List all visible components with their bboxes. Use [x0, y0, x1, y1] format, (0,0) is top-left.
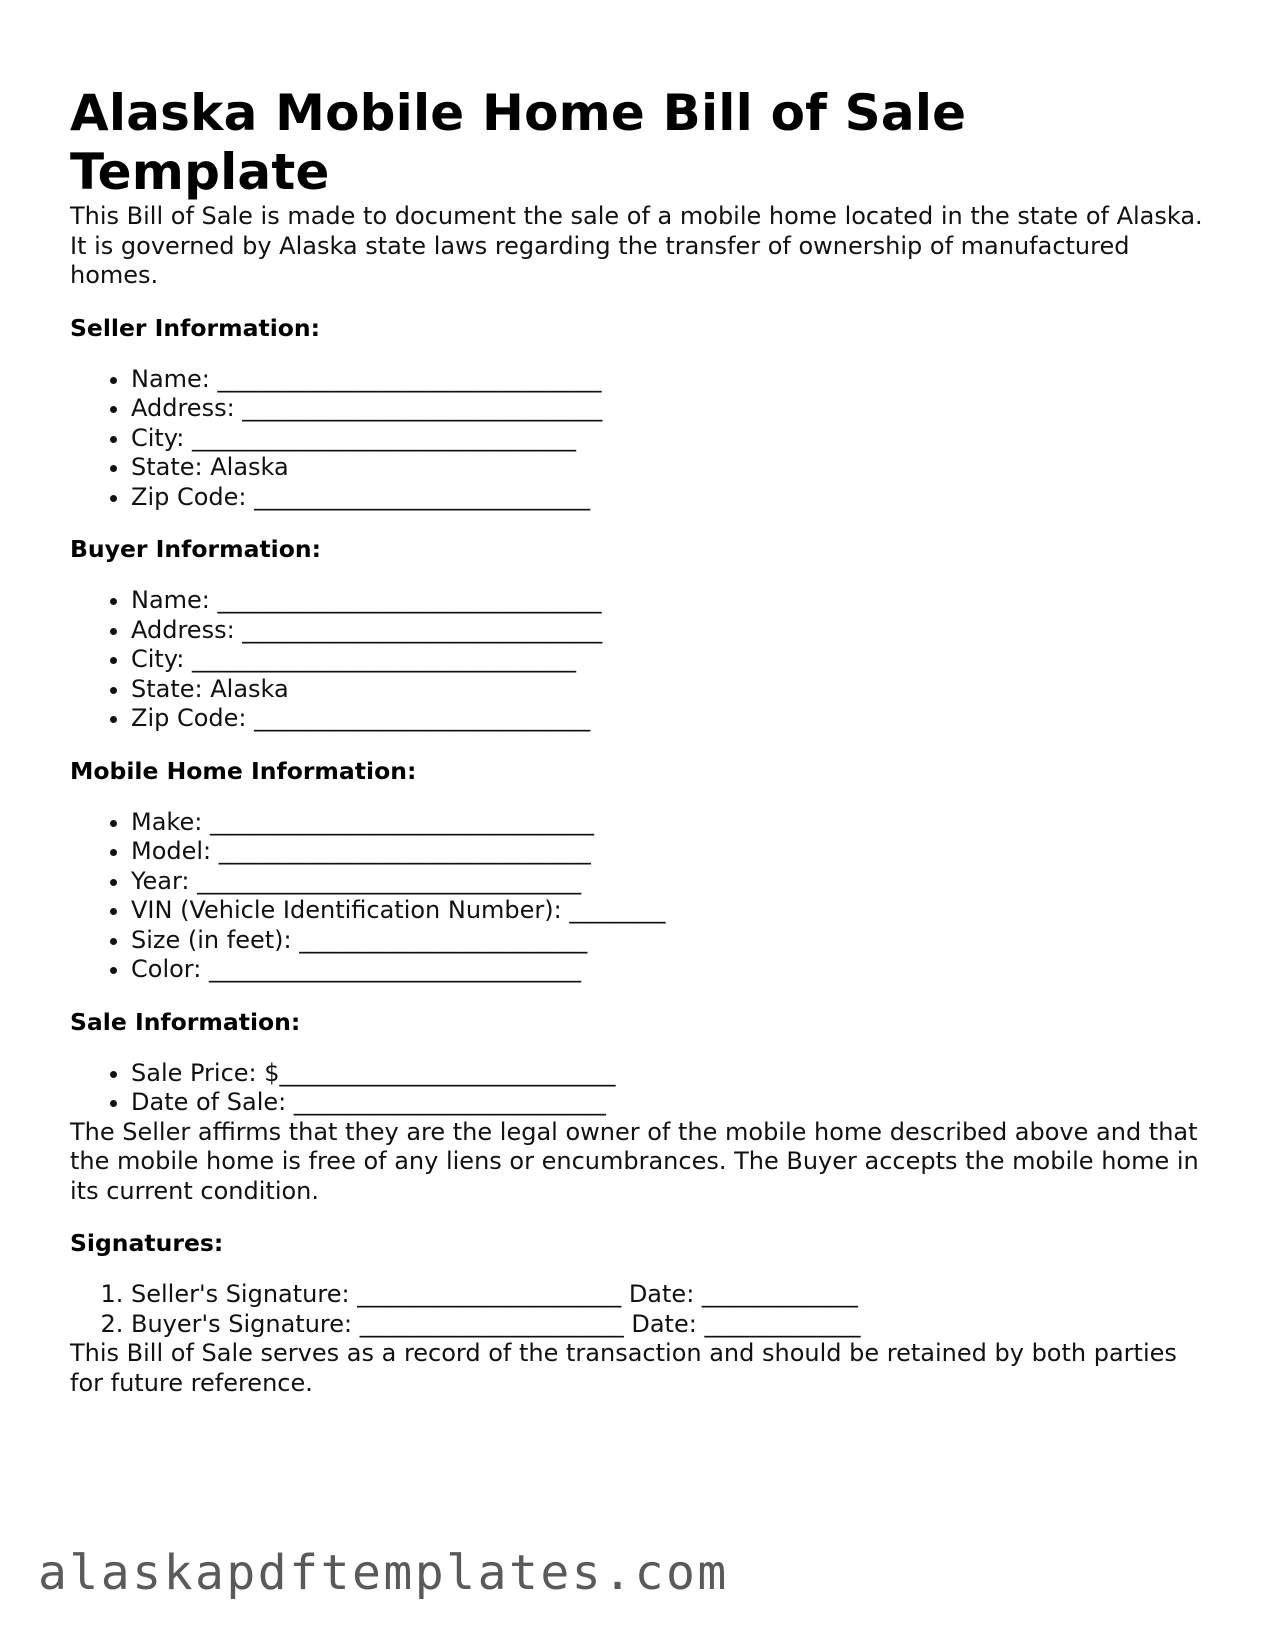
home-make-field: • Make: ________________________________	[131, 808, 1210, 838]
signatures-heading: Signatures:	[70, 1229, 224, 1257]
sale-heading: Sale Information:	[70, 1007, 301, 1036]
intro-paragraph: This Bill of Sale is made to document the sale of a mobile home located in the state of Alaska. It is governed by Alaska state laws regarding the transfer of ownership of manufactured homes.	[70, 202, 1203, 289]
document-page	[70, 84, 1210, 1398]
document-title: Alaska Mobile Home Bill of Sale Template	[70, 84, 967, 201]
signatures-list	[70, 1280, 1210, 1339]
home-heading: Mobile Home Information:	[70, 756, 417, 785]
seller-city-field: • City: ________________________________	[131, 424, 1210, 454]
home-year-field: • Year: ________________________________	[131, 867, 1210, 897]
buyer-city-field: • City: ________________________________	[131, 645, 1210, 675]
sale-date-field: • Date of Sale: __________________________	[131, 1088, 1210, 1118]
seller-state-field: • State: Alaska	[131, 453, 1210, 483]
home-model-field: • Model: _______________________________	[131, 837, 1210, 867]
home-color-field: • Color: _______________________________	[131, 955, 1210, 985]
buyer-state-field: • State: Alaska	[131, 675, 1210, 705]
sale-list	[70, 1059, 1210, 1118]
buyer-name-field: • Name: ________________________________	[131, 586, 1210, 616]
seller-name-field: • Name: ________________________________	[131, 365, 1210, 395]
buyer-signature-line: 2. Buyer's Signature: ______________________ Date: _____________	[131, 1310, 1210, 1340]
home-list	[70, 808, 1210, 985]
buyer-address-field: • Address: ______________________________	[131, 616, 1210, 646]
buyer-heading: Buyer Information:	[70, 535, 322, 563]
home-vin-field: • VIN (Vehicle Identification Number): ________	[131, 896, 1210, 926]
seller-signature-line: 1. Seller's Signature: ______________________ Date: _____________	[131, 1280, 1210, 1310]
buyer-list	[70, 586, 1210, 734]
seller-zip-field: • Zip Code: ____________________________	[131, 483, 1210, 513]
home-size-field: • Size (in feet): ________________________	[131, 926, 1210, 956]
seller-address-field: • Address: ______________________________	[131, 394, 1210, 424]
watermark: alaskapdftemplates.com	[38, 1545, 729, 1601]
buyer-zip-field: • Zip Code: ____________________________	[131, 704, 1210, 734]
sale-price-field: • Sale Price: $____________________________	[131, 1059, 1210, 1089]
seller-list	[70, 365, 1210, 513]
seller-heading: Seller Information:	[70, 313, 321, 342]
closing-paragraph: This Bill of Sale serves as a record of the transaction and should be retained by both parties for future reference.	[70, 1339, 1177, 1397]
affirmation-paragraph: The Seller affirms that they are the legal owner of the mobile home described above and that the mobile home is free of any liens or encumbrances. The Buyer accepts the mobile home in its current condition.	[70, 1117, 1199, 1205]
